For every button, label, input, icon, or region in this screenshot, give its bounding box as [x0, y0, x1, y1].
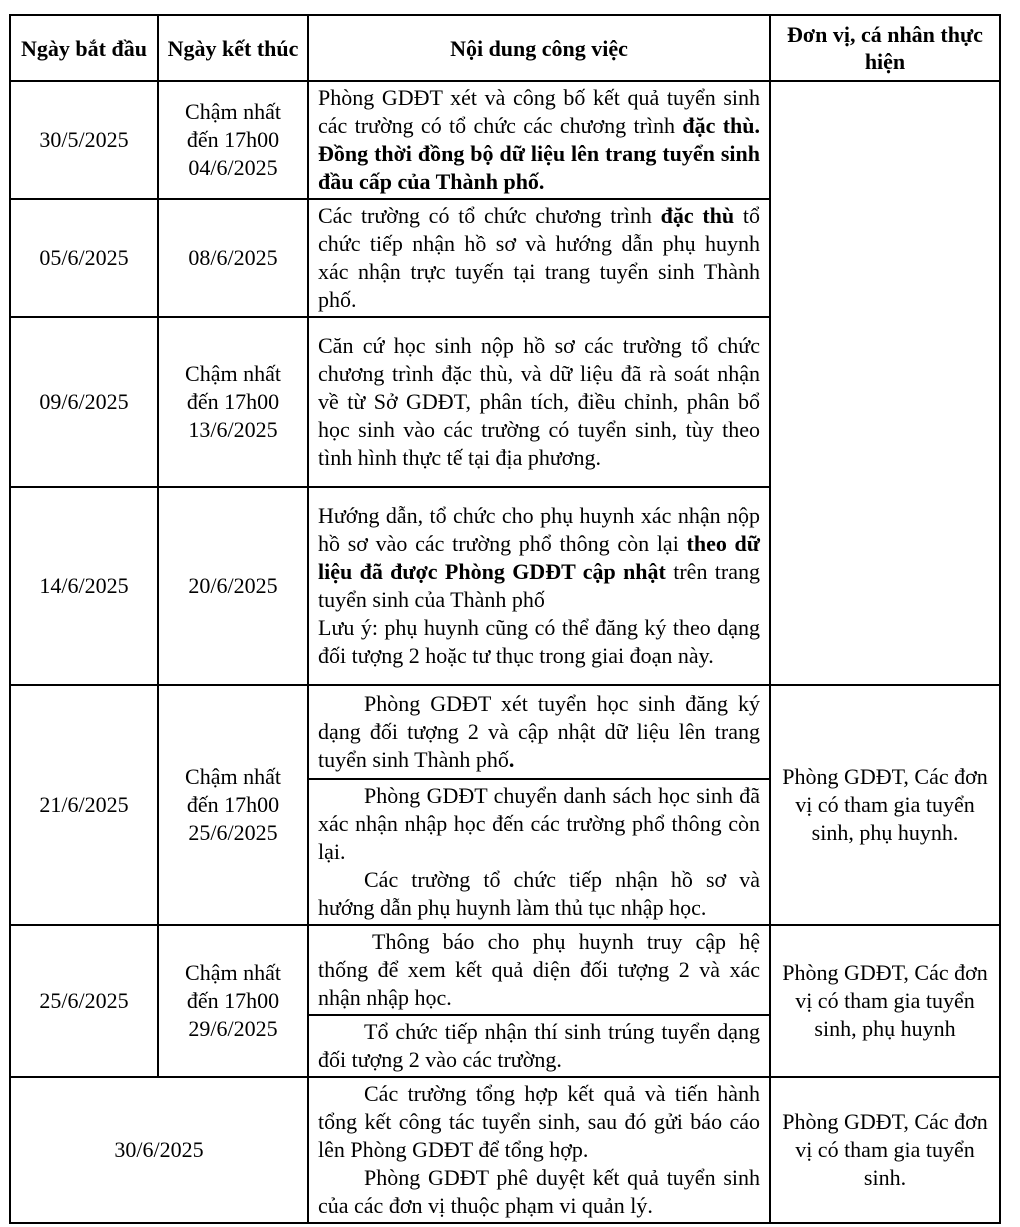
end-date: 08/6/2025	[158, 199, 308, 317]
schedule-table	[9, 14, 1001, 1224]
task-text: Thông báo cho phụ huynh truy cập hệ thống để xem kết quả diện đối tượng 2 và xác nhận nhập học.	[318, 929, 760, 1010]
task-text: tổ chức tiếp nhận hồ sơ và hướng dẫn phụ huynh xác nhận trực tuyến tại trang tuyển sinh Thành phố.	[318, 203, 760, 312]
date: 30/6/2025	[10, 1077, 308, 1223]
task-text-bold: .	[508, 747, 515, 772]
task-text: Phòng GDĐT xét tuyển học sinh đăng ký dạng đối tượng 2 và cập nhật dữ liệu lên trang tuyển sinh Thành phố	[318, 691, 760, 772]
start-date: 30/5/2025	[10, 81, 158, 199]
table-row	[10, 1077, 1000, 1223]
task-text: Các trường tổng hợp kết quả và tiến hành tổng kết công tác tuyển sinh, sau đó gửi báo cáo lên Phòng GDĐT để tổng hợp.	[318, 1081, 760, 1162]
header-start-date: Ngày bắt đầu	[10, 15, 158, 81]
start-date: 05/6/2025	[10, 199, 158, 317]
start-date: 09/6/2025	[10, 317, 158, 487]
task-content	[308, 1015, 770, 1077]
end-date: Chậm nhất đến 17h00 29/6/2025	[158, 925, 308, 1077]
task-text-bold: đặc thù. Đồng thời đồng bộ dữ liệu lên trang tuyển sinh đầu cấp của Thành phố.	[318, 113, 760, 194]
task-text: Phòng GDĐT phê duyệt kết quả tuyển sinh của các đơn vị thuộc phạm vi quản lý.	[318, 1165, 760, 1218]
task-text: Các trường có tổ chức chương trình	[318, 203, 661, 228]
start-date: 14/6/2025	[10, 487, 158, 685]
unit-cell: Phòng GDĐT, Các đơn vị có tham gia tuyển sinh, phụ huynh.	[770, 685, 1000, 925]
task-text: Phòng GDĐT xét và công bố kết quả tuyển sinh các trường có tổ chức các chương trình	[318, 85, 760, 138]
task-content	[308, 779, 770, 925]
header-unit: Đơn vị, cá nhân thực hiện	[770, 15, 1000, 81]
task-content	[308, 199, 770, 317]
end-date: Chậm nhất đến 17h00 25/6/2025	[158, 685, 308, 925]
task-text: trên trang tuyển sinh của Thành phố	[318, 559, 760, 612]
task-text: Hướng dẫn, tổ chức cho phụ huynh xác nhận nộp hồ sơ vào các trường phổ thông còn lại	[318, 503, 760, 556]
task-content	[308, 925, 770, 1015]
task-text-bold: theo dữ liệu đã được Phòng GDĐT cập nhật	[318, 531, 760, 584]
header-row	[10, 15, 1000, 81]
task-text: Các trường tổ chức tiếp nhận hồ sơ và hướng dẫn phụ huynh làm thủ tục nhập học.	[318, 867, 760, 920]
header-content: Nội dung công việc	[308, 15, 770, 81]
start-date: 21/6/2025	[10, 685, 158, 925]
task-text-bold: đặc thù	[660, 203, 735, 228]
end-date: 20/6/2025	[158, 487, 308, 685]
table-row	[10, 925, 1000, 1015]
header-end-date: Ngày kết thúc	[158, 15, 308, 81]
task-text: Tổ chức tiếp nhận thí sinh trúng tuyển dạng đối tượng 2 vào các trường.	[318, 1019, 760, 1072]
task-content	[308, 81, 770, 199]
table-row	[10, 685, 1000, 779]
task-content	[308, 1077, 770, 1223]
end-date: Chậm nhất đến 17h00 13/6/2025	[158, 317, 308, 487]
unit-cell: Phòng GDĐT, Các đơn vị có tham gia tuyển sinh.	[770, 1077, 1000, 1223]
task-content	[308, 685, 770, 779]
task-text: Phòng GDĐT chuyển danh sách học sinh đã xác nhận nhập học đến các trường phổ thông còn lại.	[318, 783, 760, 864]
end-date: Chậm nhất đến 17h00 04/6/2025	[158, 81, 308, 199]
table-row	[10, 81, 1000, 199]
task-note: Lưu ý: phụ huynh cũng có thể đăng ký theo dạng đối tượng 2 hoặc tư thục trong giai đoạn này.	[318, 615, 760, 668]
start-date: 25/6/2025	[10, 925, 158, 1077]
task-content	[308, 487, 770, 685]
unit-cell: Phòng GDĐT, Các đơn vị có tham gia tuyển sinh, phụ huynh	[770, 925, 1000, 1077]
task-content: Căn cứ học sinh nộp hồ sơ các trường tổ chức chương trình đặc thù, và dữ liệu đã rà soát nhận về từ Sở GDĐT, phân tích, điều chỉnh, phân bổ học sinh vào các trường có tuyển sinh, tùy theo tình hình thực tế tại địa phương.	[308, 317, 770, 487]
unit-cell-empty	[770, 81, 1000, 685]
